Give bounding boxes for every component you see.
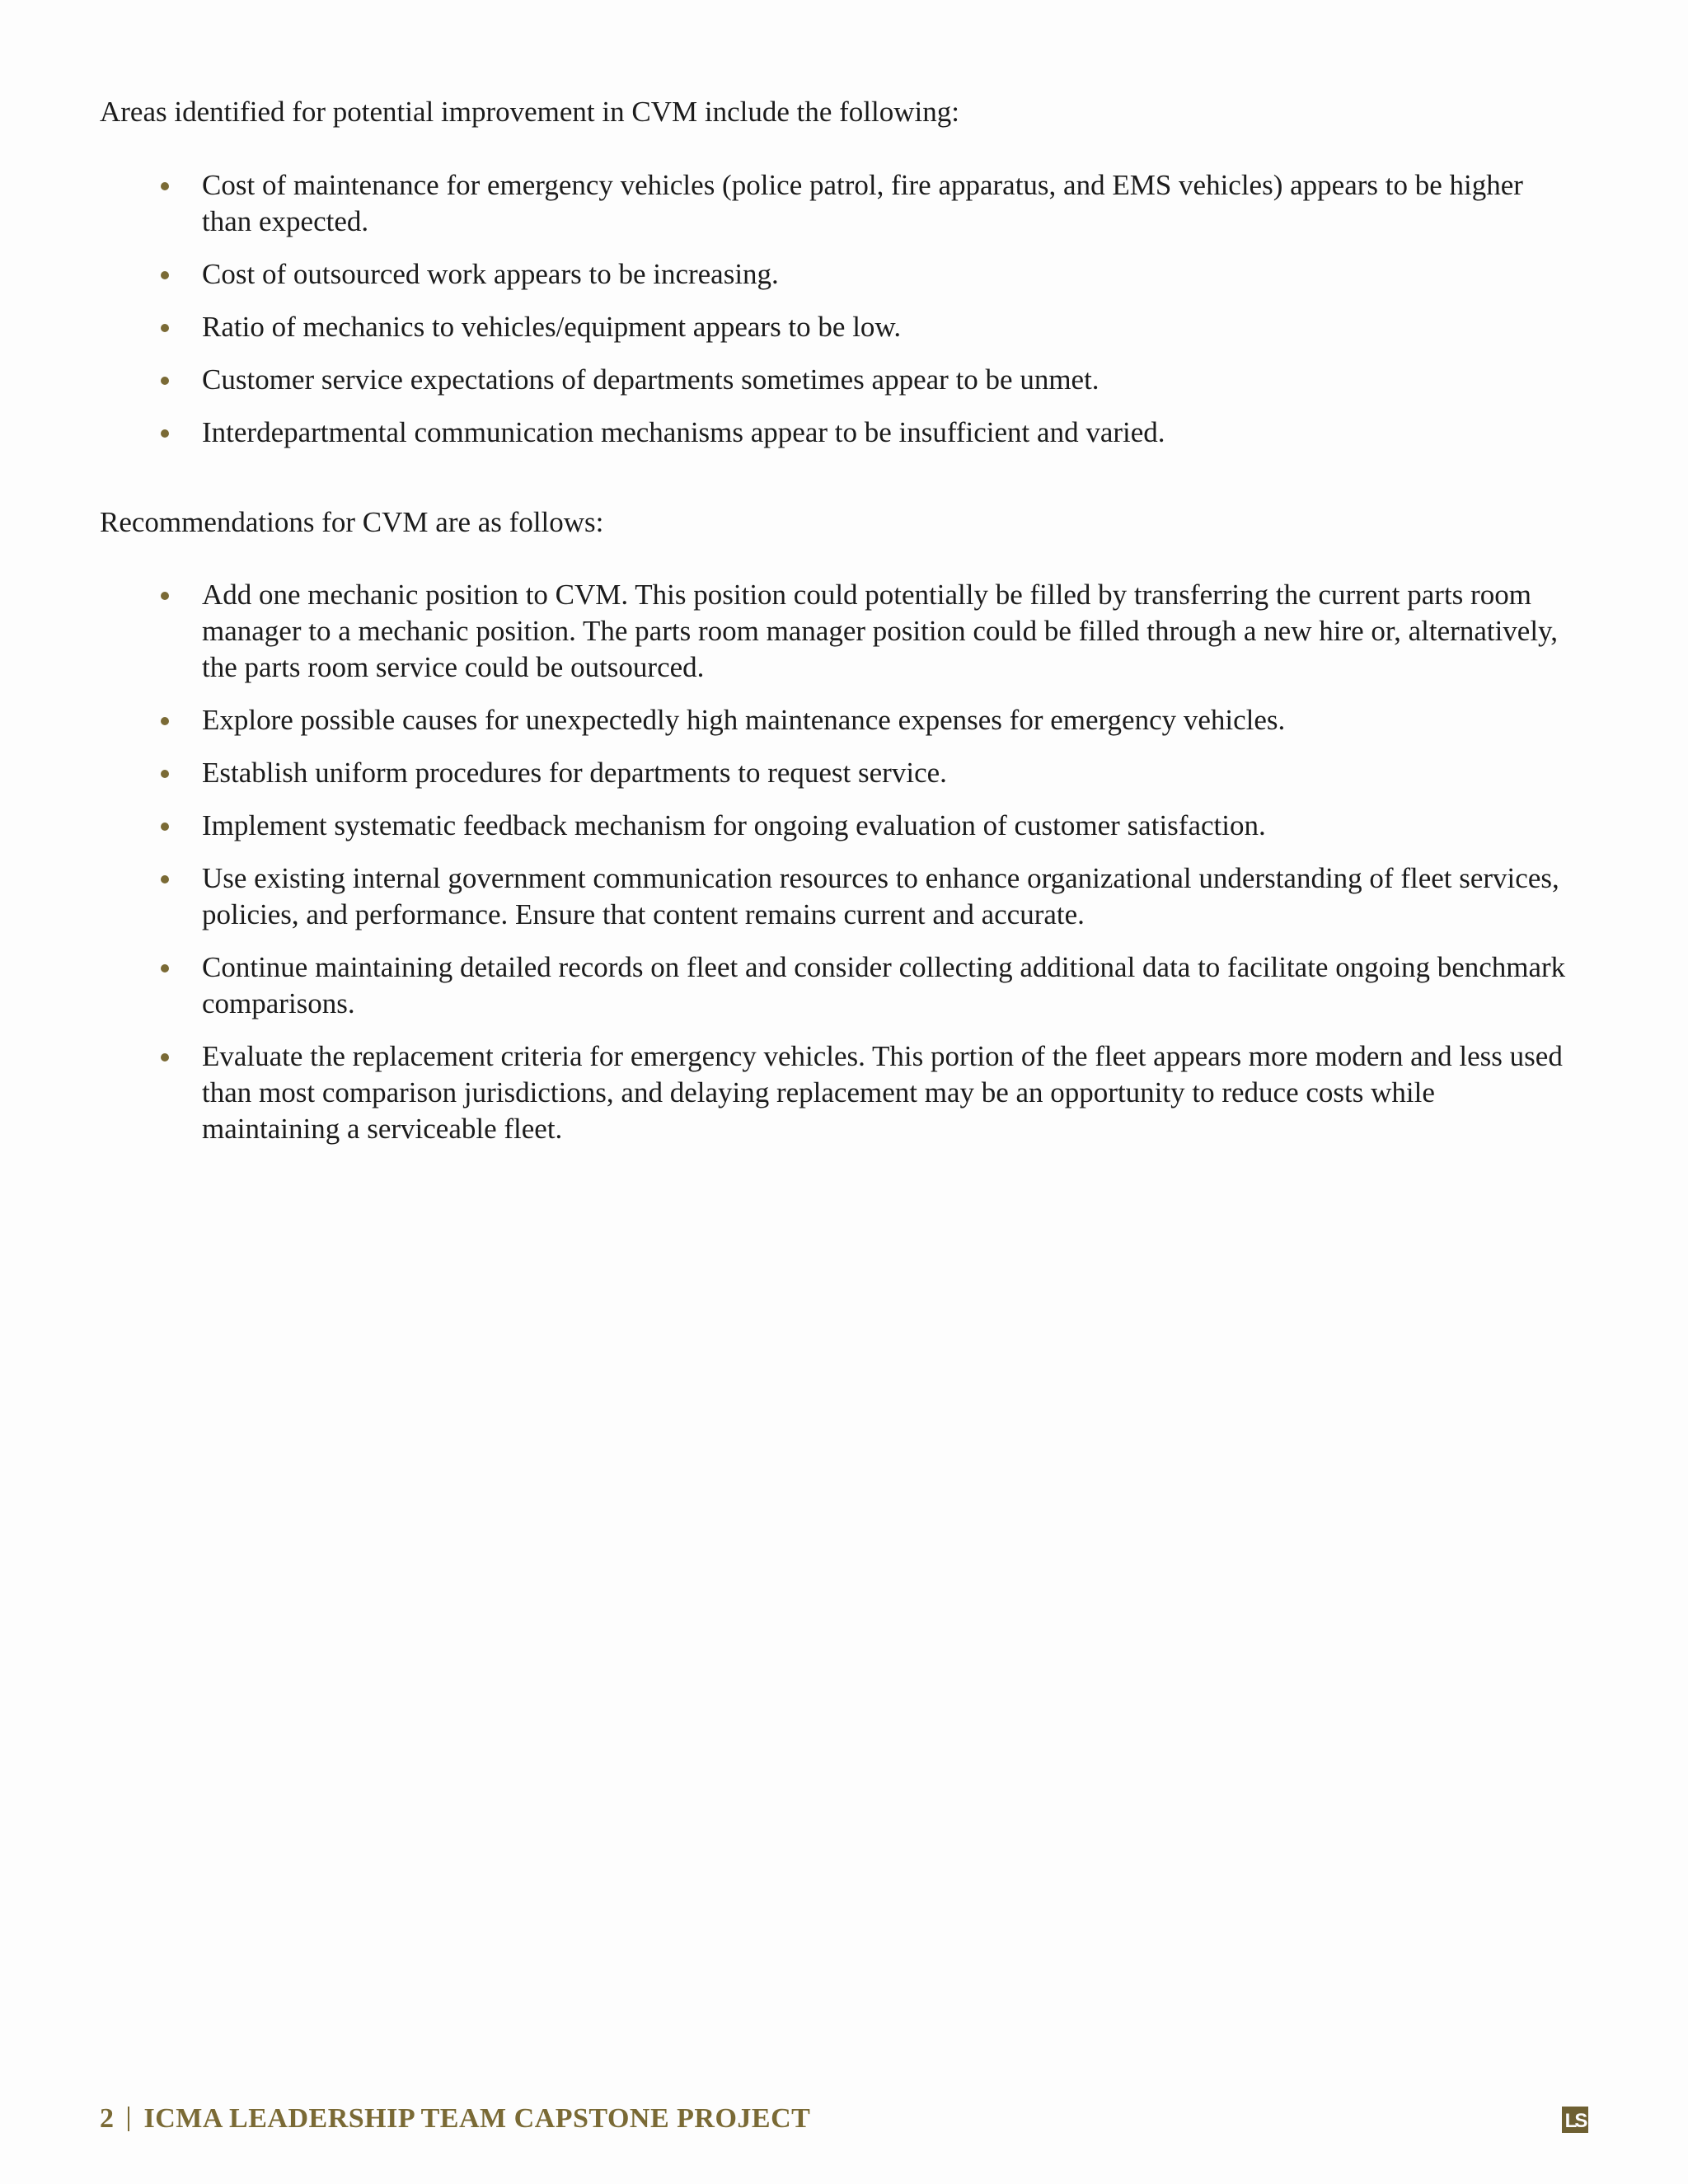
- list-item: Use existing internal government communication resources to enhance organizational understanding of fleet services, policies, and performance. Ensure that content remains current and accurate.: [100, 860, 1583, 933]
- bullet-icon: [161, 717, 169, 725]
- list-item: Continue maintaining detailed records on fleet and consider collecting additional data to facilitate ongoing benchmark comparisons.: [100, 949, 1583, 1022]
- bullet-icon: [161, 823, 169, 831]
- bullet-icon: [161, 182, 169, 190]
- page-footer: [100, 2102, 810, 2135]
- bullet-icon: [161, 875, 169, 883]
- improvement-areas-intro: Areas identified for potential improvement in CVM include the following:: [100, 96, 959, 128]
- list-item: Explore possible causes for unexpectedly high maintenance expenses for emergency vehicles.: [100, 702, 1583, 738]
- recommendations-intro: Recommendations for CVM are as follows:: [100, 506, 604, 538]
- list-item: Implement systematic feedback mechanism for ongoing evaluation of customer satisfaction.: [100, 808, 1583, 844]
- bullet-icon: [161, 324, 169, 332]
- bullet-icon: [161, 964, 169, 972]
- bullet-icon: [161, 429, 169, 438]
- list-item: Interdepartmental communication mechanisms appear to be insufficient and varied.: [100, 415, 1583, 451]
- bullet-icon: [161, 770, 169, 778]
- list-item: Customer service expectations of departments sometimes appear to be unmet.: [100, 362, 1583, 398]
- bullet-icon: [161, 271, 169, 279]
- recommendations-list: [100, 577, 1583, 1164]
- footer-title: ICMA LEADERSHIP TEAM CAPSTONE PROJECT: [143, 2103, 811, 2134]
- list-item: Establish uniform procedures for departments to request service.: [100, 755, 1583, 791]
- page-number: 2: [100, 2103, 115, 2134]
- list-item: Evaluate the replacement criteria for emergency vehicles. This portion of the fleet appears more modern and less used than most comparison jurisdictions, and delaying replacement may be an opportunity to reduce costs while maintaining a serviceable fleet.: [100, 1038, 1583, 1147]
- list-item: Ratio of mechanics to vehicles/equipment appears to be low.: [100, 309, 1583, 345]
- improvement-areas-list: [100, 167, 1583, 467]
- footer-divider: [128, 2107, 129, 2131]
- list-item: Cost of maintenance for emergency vehicles (police patrol, fire apparatus, and EMS vehicles) appears to be higher than expected.: [100, 167, 1583, 240]
- ls-logo-icon: LS: [1562, 2107, 1588, 2133]
- bullet-icon: [161, 592, 169, 600]
- list-item: Cost of outsourced work appears to be increasing.: [100, 256, 1583, 293]
- bullet-icon: [161, 1053, 169, 1062]
- bullet-icon: [161, 377, 169, 385]
- list-item: Add one mechanic position to CVM. This position could potentially be filled by transferring the current parts room manager to a mechanic position. The parts room manager position could be filled through a new hire or, alternatively, the parts room service could be outsourced.: [100, 577, 1583, 686]
